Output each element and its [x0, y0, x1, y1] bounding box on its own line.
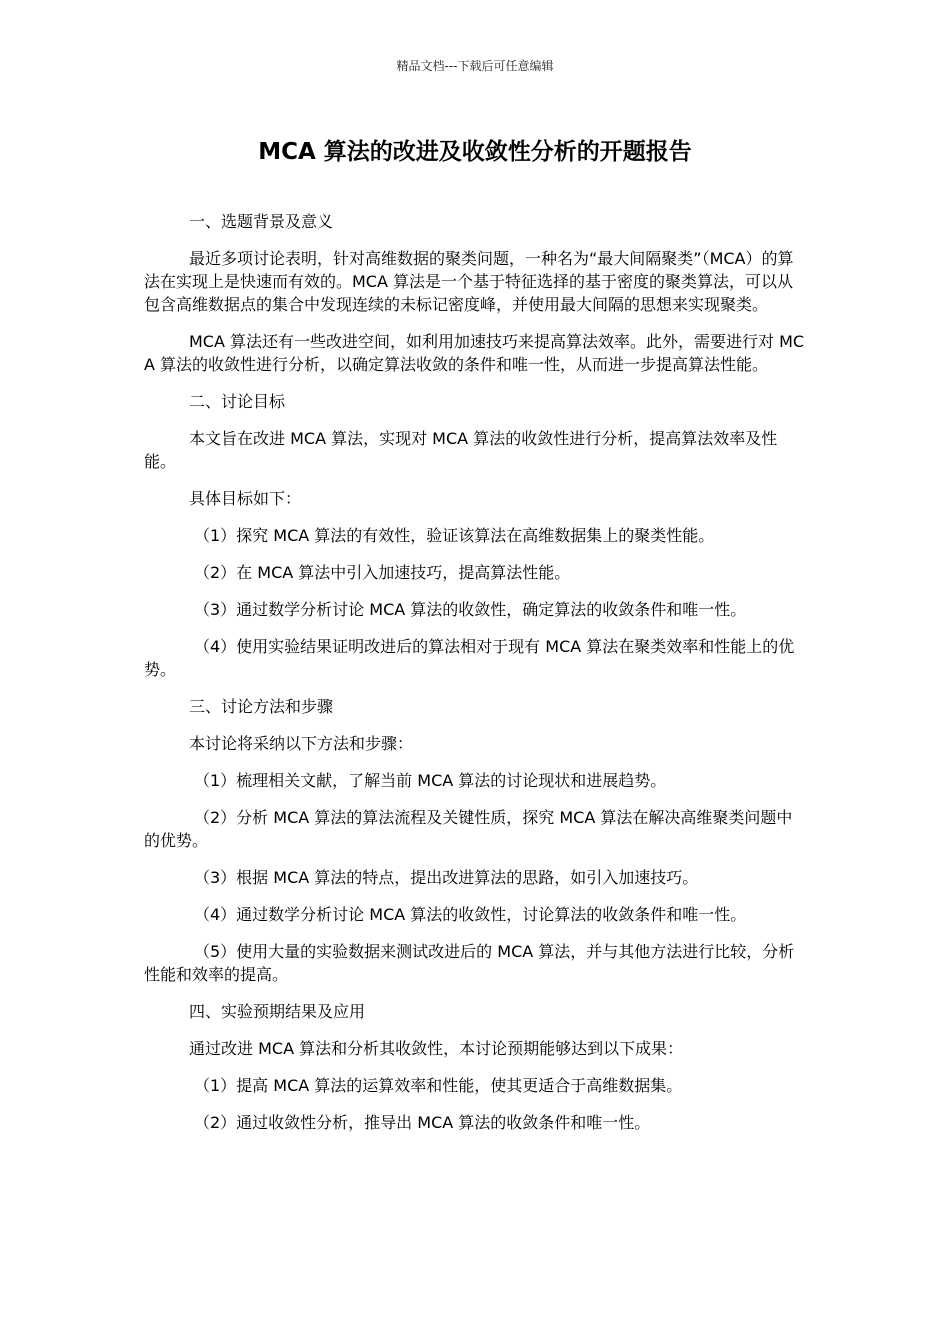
section-heading-goals: 二、讨论目标 — [189, 392, 286, 411]
list-item: （1）探究 MCA 算法的有效性，验证该算法在高维数据集上的聚类性能。 — [194, 526, 715, 545]
document-body — [144, 210, 806, 1148]
section-heading-background: 一、选题背景及意义 — [189, 212, 334, 231]
list-item: （4）使用实验结果证明改进后的算法相对于现有 MCA 算法在聚类效率和性能上的优势。 — [144, 637, 795, 679]
page-header-note: 精品文档---下载后可任意编辑 — [396, 59, 554, 73]
document-title: MCA 算法的改进及收敛性分析的开题报告 — [258, 139, 692, 165]
list-item: （1）梳理相关文献，了解当前 MCA 算法的讨论现状和进展趋势。 — [194, 771, 667, 790]
list-item: （3）根据 MCA 算法的特点，提出改进算法的思路，如引入加速技巧。 — [194, 868, 699, 887]
body-paragraph: 最近多项讨论表明，针对高维数据的聚类问题，一种名为“最大间隔聚类”（MCA）的算法在实现上是快速而有效的。MCA 算法是一个基于特征选择的基于密度的聚类算法，可以从包含高维数据点的集合中发现连续的未标记密度峰，并使用最大间隔的思想来实现聚类。 — [144, 249, 794, 314]
body-paragraph: 具体目标如下： — [189, 489, 302, 508]
body-paragraph: 通过改进 MCA 算法和分析其收敛性，本讨论预期能够达到以下成果： — [189, 1039, 684, 1058]
section-heading-methods: 三、讨论方法和步骤 — [189, 697, 334, 716]
list-item: （5）使用大量的实验数据来测试改进后的 MCA 算法，并与其他方法进行比较，分析性能和效率的提高。 — [144, 942, 795, 984]
body-paragraph: MCA 算法还有一些改进空间，如利用加速技巧来提高算法效率。此外，需要进行对 MCA 算法的收敛性进行分析，以确定算法收敛的条件和唯一性，从而进一步提高算法性能。 — [144, 332, 805, 374]
list-item: （4）通过数学分析讨论 MCA 算法的收敛性，讨论算法的收敛条件和唯一性。 — [194, 905, 747, 924]
list-item: （1）提高 MCA 算法的运算效率和性能，使其更适合于高维数据集。 — [194, 1076, 683, 1095]
list-item: （2）通过收敛性分析，推导出 MCA 算法的收敛条件和唯一性。 — [194, 1113, 651, 1132]
list-item: （2）在 MCA 算法中引入加速技巧，提高算法性能。 — [194, 563, 571, 582]
section-heading-results: 四、实验预期结果及应用 — [189, 1002, 366, 1021]
list-item: （2）分析 MCA 算法的算法流程及关键性质，探究 MCA 算法在解决高维聚类问题中的优势。 — [144, 808, 793, 850]
body-paragraph: 本文旨在改进 MCA 算法，实现对 MCA 算法的收敛性进行分析，提高算法效率及性能。 — [144, 429, 778, 471]
list-item: （3）通过数学分析讨论 MCA 算法的收敛性，确定算法的收敛条件和唯一性。 — [194, 600, 747, 619]
body-paragraph: 本讨论将采纳以下方法和步骤： — [189, 734, 414, 753]
